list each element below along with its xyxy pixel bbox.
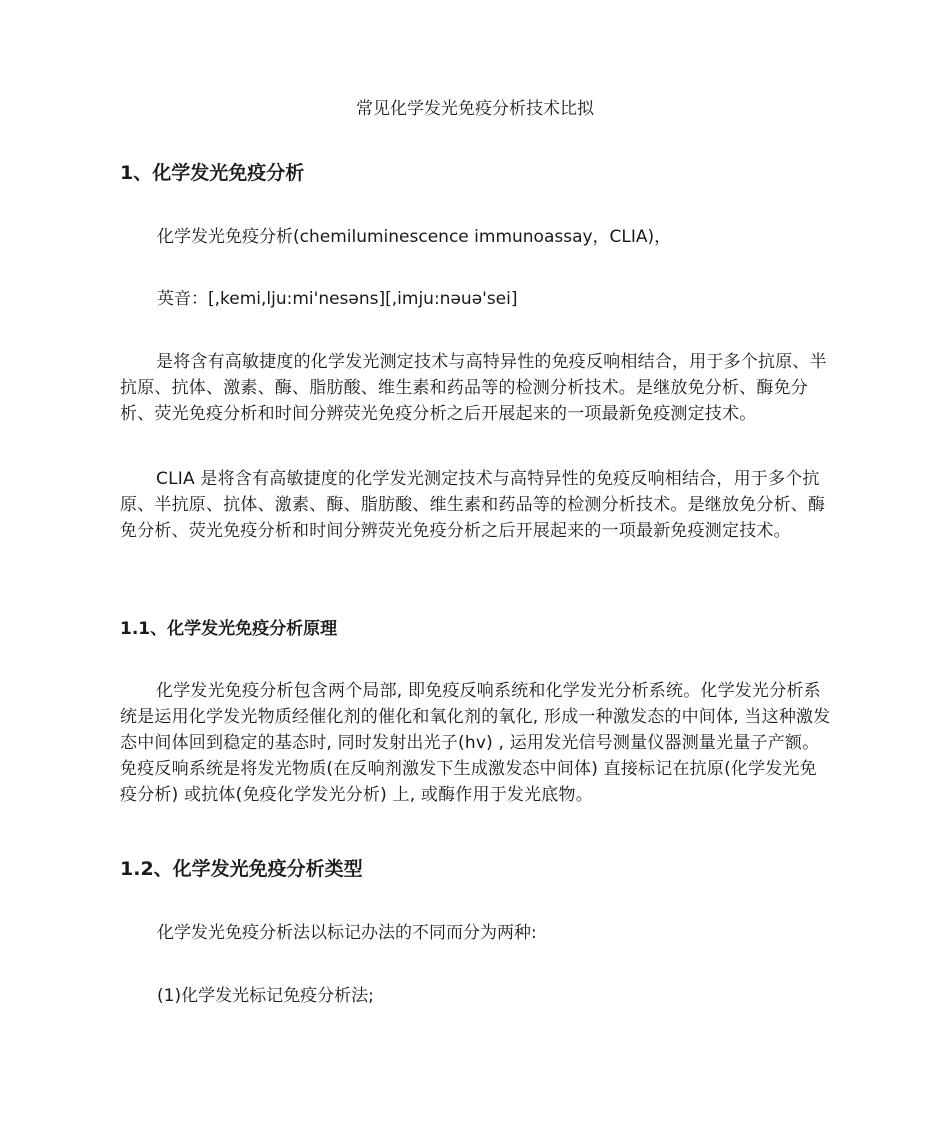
section-heading-1-1: 1.1、化学发光免疫分析原理 bbox=[120, 619, 338, 639]
section-heading-1-2: 1.2、化学发光免疫分析类型 bbox=[120, 858, 363, 880]
term-line: 化学发光免疫分析(chemiluminescence immunoassay，CLIA)， bbox=[157, 227, 672, 247]
pronunciation-line: 英音：[,kemi,lju:mi'nesəns][,imju:nəuə'sei] bbox=[157, 289, 518, 309]
section-1-paragraph-1: 是将含有高敏捷度的化学发光测定技术与高特异性的免疫反响相结合，用于多个抗原、半抗原、抗体、激素、酶、脂肪酸、维生素和药品等的检测分析技术。是继放免分析、酶免分析、荧光免疫分析和时间分辨荧光免疫分析之后开展起来的一项最新免疫测定技术。 bbox=[120, 352, 827, 424]
section-1-paragraph-2: CLIA 是将含有高敏捷度的化学发光测定技术与高特异性的免疫反响相结合，用于多个抗原、半抗原、抗体、激素、酶、脂肪酸、维生素和药品等的检测分析技术。是继放免分析、酶免分析、荧光免疫分析和时间分辨荧光免疫分析之后开展起来的一项最新免疫测定技术。 bbox=[120, 469, 826, 541]
section-1-2-intro: 化学发光免疫分析法以标记办法的不同而分为两种: bbox=[157, 923, 537, 943]
section-heading-1: 1、化学发光免疫分析 bbox=[120, 162, 305, 184]
list-item-1: (1)化学发光标记免疫分析法; bbox=[157, 986, 374, 1006]
document-title: 常见化学发光免疫分析技术比拟 bbox=[356, 99, 594, 119]
section-1-1-paragraph: 化学发光免疫分析包含两个局部, 即免疫反响系统和化学发光分析系统。化学发光分析系统是运用化学发光物质经催化剂的催化和氧化剂的氧化, 形成一种激发态的中间体, 当这种激发态中间体回到稳定的基态时, 同时发射出光子(hv) , 运用发光信号测量仪器测量光量子产额。免疫反响系统是将发光物质(在反响剂激发下生成激发态中间体) 直接标记在抗原(化学发光免疫分析) 或抗体(免疫化学发光分析) 上, 或酶作用于发光底物。 bbox=[120, 681, 831, 805]
